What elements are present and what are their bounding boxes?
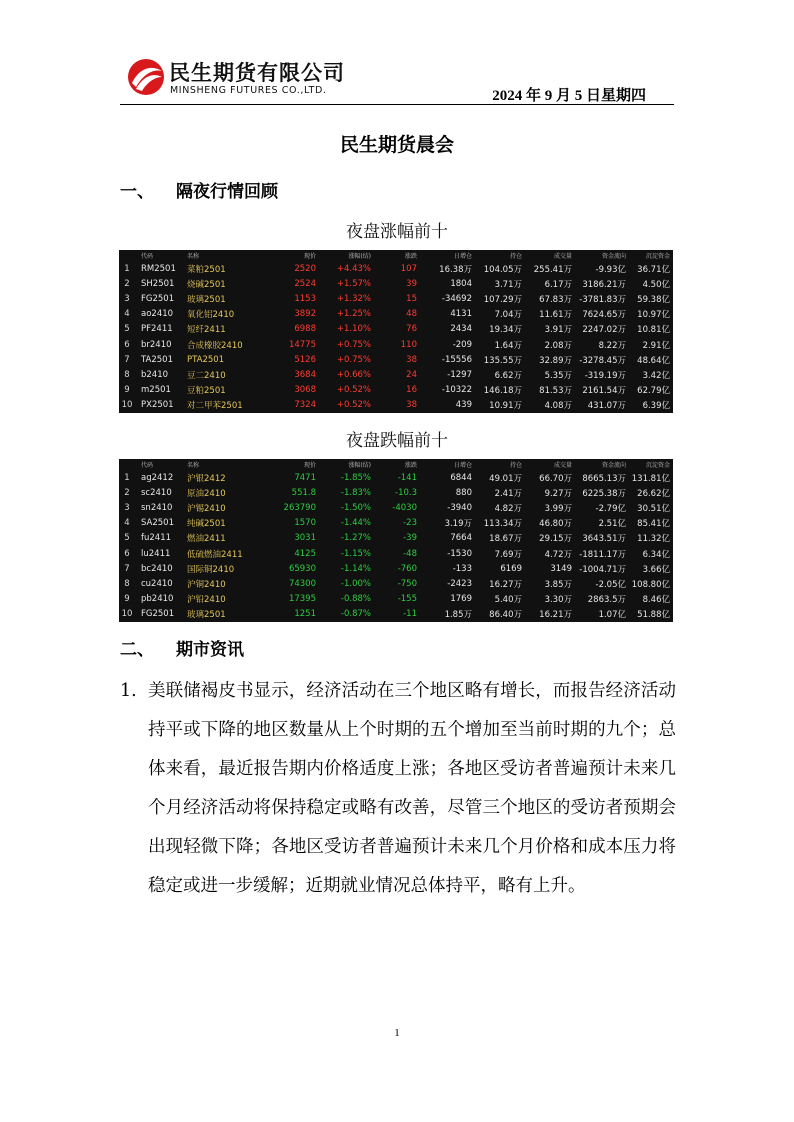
row-index-cell: 9: [124, 594, 130, 605]
table-row[interactable]: [119, 322, 673, 337]
settled-capital-cell: 11.32亿: [637, 534, 670, 545]
table-row[interactable]: [119, 367, 673, 382]
volume-cell: 2.08万: [544, 340, 572, 351]
contract-name-cell: 燃油2411: [187, 534, 226, 545]
open-interest-cell: 16.27万: [489, 579, 522, 590]
contract-code-cell: sc2410: [141, 487, 172, 498]
change-percent-cell: -1.27%: [340, 533, 371, 544]
open-interest-cell: 5.40万: [494, 595, 522, 606]
col-header: 日增仓: [453, 253, 472, 260]
row-index-cell: 1: [124, 263, 130, 274]
contract-code-cell: FG2501: [141, 293, 175, 304]
settled-capital-cell: 6.39亿: [642, 401, 670, 412]
volume-cell: 29.15万: [539, 534, 572, 545]
open-interest-change-cell: 880: [455, 487, 472, 498]
last-price-cell: 2524: [294, 278, 316, 289]
last-price-cell: 2520: [294, 263, 316, 274]
price-change-cell: -4030: [392, 502, 417, 513]
last-price-cell: 3892: [294, 309, 316, 320]
settled-capital-cell: 59.38亿: [637, 294, 670, 305]
capital-flow-cell: -3781.83万: [579, 294, 626, 305]
table-row[interactable]: [119, 261, 673, 276]
col-header: 涨跌: [404, 253, 417, 260]
row-index-cell: 1: [124, 472, 130, 483]
row-index-cell: 2: [124, 278, 130, 289]
change-percent-cell: -0.87%: [340, 609, 371, 620]
contract-name-cell: 原油2410: [187, 488, 226, 499]
price-change-cell: -141: [397, 472, 417, 483]
last-price-cell: 65930: [288, 563, 316, 574]
section-heading-news: [120, 635, 244, 660]
contract-code-cell: SH2501: [141, 278, 175, 289]
settled-capital-cell: 62.79亿: [637, 386, 670, 397]
col-header: 沉淀资金: [645, 253, 670, 260]
col-header: 涨幅(结): [348, 462, 371, 469]
contract-code-cell: PF2411: [141, 324, 173, 335]
volume-cell: 32.89万: [539, 355, 572, 366]
settled-capital-cell: 3.42亿: [642, 370, 670, 381]
price-change-cell: -10.3: [395, 487, 417, 498]
open-interest-change-cell: 2434: [450, 324, 472, 335]
open-interest-cell: 6169: [500, 563, 522, 574]
contract-code-cell: br2410: [141, 339, 172, 350]
contract-name-cell: 低硫燃油2411: [187, 549, 243, 560]
capital-flow-cell: 6225.38万: [582, 488, 626, 499]
logo-english-name: MINSHENG FUTURES CO.,LTD.: [170, 85, 327, 96]
open-interest-change-cell: -15556: [441, 354, 472, 365]
section-number: 二、: [120, 640, 154, 660]
volume-cell: 3.85万: [544, 579, 572, 590]
volume-cell: 3.30万: [544, 595, 572, 606]
change-percent-cell: +0.75%: [336, 339, 371, 350]
contract-code-cell: TA2501: [141, 354, 173, 365]
gainers-table-body: [119, 261, 673, 413]
col-header: 代码: [141, 462, 154, 469]
price-change-cell: -48: [403, 548, 417, 559]
logo-chinese-name: 民生期货有限公司: [169, 61, 345, 85]
row-index-cell: 3: [124, 293, 130, 304]
gainers-table: [119, 250, 673, 413]
price-change-cell: 38: [406, 400, 417, 411]
open-interest-cell: 146.18万: [483, 386, 522, 397]
last-price-cell: 1251: [294, 609, 316, 620]
volume-cell: 81.53万: [539, 386, 572, 397]
col-header: 涨幅(结): [348, 253, 371, 260]
open-interest-cell: 1.64万: [494, 340, 522, 351]
contract-code-cell: RM2501: [141, 263, 176, 274]
col-header: 持仓: [509, 462, 522, 469]
volume-cell: 255.41万: [533, 264, 572, 275]
price-change-cell: 24: [406, 369, 417, 380]
price-change-cell: -39: [403, 533, 417, 544]
open-interest-change-cell: 1.85万: [444, 610, 472, 621]
price-change-cell: 38: [406, 354, 417, 365]
open-interest-change-cell: -3940: [447, 502, 472, 513]
change-percent-cell: -1.85%: [340, 472, 371, 483]
last-price-cell: 14775: [288, 339, 316, 350]
open-interest-change-cell: 3.19万: [444, 519, 472, 530]
news-text: 美联储褐皮书显示，经济活动在三个地区略有增长，而报告经济活动持平或下降的地区数量从上个时期的五个增加至当前时期的九个；总体来看，最近报告期内价格适度上涨；各地区受访者普遍预计未来几个月经济活动将保持稳定或略有改善，尽管三个地区的受访者预期会出现轻微下降；各地区受访者普遍预计未来几个月价格和成本压力将稳定或进一步缓解；近期就业情况总体持平，略有上升。: [148, 681, 676, 896]
table-row[interactable]: [119, 383, 673, 398]
open-interest-cell: 10.91万: [489, 401, 522, 412]
capital-flow-cell: 2.51亿: [598, 519, 626, 530]
open-interest-cell: 19.34万: [489, 325, 522, 336]
open-interest-change-cell: -10322: [441, 385, 472, 396]
row-index-cell: 9: [124, 385, 130, 396]
news-number: 1.: [120, 681, 137, 701]
capital-flow-cell: 3186.21万: [582, 279, 626, 290]
price-change-cell: -155: [397, 594, 417, 605]
price-change-cell: 76: [406, 324, 417, 335]
table-row[interactable]: [119, 561, 673, 576]
table-header-row: [119, 459, 673, 470]
settled-capital-cell: 8.46亿: [642, 595, 670, 606]
table-row[interactable]: [119, 470, 673, 485]
open-interest-cell: 86.40万: [489, 610, 522, 621]
volume-cell: 16.21万: [539, 610, 572, 621]
volume-cell: 46.80万: [539, 519, 572, 530]
contract-name-cell: 沪锡2410: [187, 503, 226, 514]
price-change-cell: 48: [406, 309, 417, 320]
change-percent-cell: -1.50%: [340, 502, 371, 513]
header-divider: [120, 104, 674, 105]
capital-flow-cell: -3278.45万: [579, 355, 626, 366]
contract-name-cell: 短纤2411: [187, 325, 226, 336]
open-interest-cell: 7.69万: [494, 549, 522, 560]
last-price-cell: 7324: [294, 400, 316, 411]
open-interest-cell: 7.04万: [494, 310, 522, 321]
capital-flow-cell: 431.07万: [587, 401, 626, 412]
capital-flow-cell: 3643.51万: [582, 534, 626, 545]
volume-cell: 3.91万: [544, 325, 572, 336]
table-row[interactable]: [119, 531, 673, 546]
price-change-cell: -760: [397, 563, 417, 574]
table-row[interactable]: [119, 516, 673, 531]
col-header: 现价: [303, 253, 316, 260]
company-logo: [126, 57, 366, 99]
open-interest-change-cell: -133: [452, 563, 472, 574]
contract-name-cell: 沪银2412: [187, 473, 226, 484]
contract-code-cell: ag2412: [141, 472, 174, 483]
capital-flow-cell: 2247.02万: [582, 325, 626, 336]
table-row[interactable]: [119, 352, 673, 367]
open-interest-change-cell: -2423: [447, 578, 472, 589]
last-price-cell: 17395: [288, 594, 316, 605]
contract-code-cell: b2410: [141, 369, 169, 380]
losers-table-body: [119, 470, 673, 622]
volume-cell: 11.61万: [539, 310, 572, 321]
row-index-cell: 10: [121, 609, 133, 620]
contract-name-cell: 豆粕2501: [187, 386, 226, 397]
contract-code-cell: FG2501: [141, 609, 175, 620]
row-index-cell: 8: [124, 578, 130, 589]
open-interest-change-cell: 1769: [450, 594, 472, 605]
contract-name-cell: 玻璃2501: [187, 610, 226, 621]
settled-capital-cell: 30.51亿: [637, 503, 670, 514]
row-index-cell: 6: [124, 548, 130, 559]
open-interest-cell: 113.34万: [483, 519, 522, 530]
change-percent-cell: -0.88%: [340, 594, 371, 605]
change-percent-cell: +4.43%: [336, 263, 371, 274]
logo-emblem-icon: [126, 57, 166, 97]
table-row[interactable]: [119, 276, 673, 291]
contract-name-cell: 菜粕2501: [187, 264, 226, 275]
settled-capital-cell: 10.81亿: [637, 325, 670, 336]
settled-capital-cell: 48.64亿: [637, 355, 670, 366]
volume-cell: 4.72万: [544, 549, 572, 560]
table-row[interactable]: [119, 485, 673, 500]
change-percent-cell: -1.44%: [340, 518, 371, 529]
price-change-cell: -11: [403, 609, 417, 620]
row-index-cell: 2: [124, 487, 130, 498]
capital-flow-cell: -9.93亿: [595, 264, 626, 275]
table-row[interactable]: [119, 337, 673, 352]
volume-cell: 6.17万: [544, 279, 572, 290]
contract-name-cell: 玻璃2501: [187, 294, 226, 305]
change-percent-cell: +0.66%: [336, 369, 371, 380]
col-header: 名称: [187, 253, 200, 260]
last-price-cell: 3684: [294, 369, 316, 380]
contract-code-cell: m2501: [141, 385, 171, 396]
contract-name-cell: 合成橡胶2410: [187, 340, 243, 351]
open-interest-cell: 49.01万: [489, 473, 522, 484]
table-header-row: [119, 250, 673, 261]
contract-name-cell: 对二甲苯2501: [187, 401, 243, 412]
change-percent-cell: -1.14%: [340, 563, 371, 574]
contract-name-cell: 烧碱2501: [187, 279, 226, 290]
news-item: [120, 672, 676, 906]
contract-code-cell: SA2501: [141, 518, 174, 529]
settled-capital-cell: 36.71亿: [637, 264, 670, 275]
volume-cell: 5.35万: [544, 370, 572, 381]
settled-capital-cell: 108.80亿: [631, 579, 670, 590]
table-row[interactable]: [119, 592, 673, 607]
col-header: 现价: [303, 462, 316, 469]
open-interest-cell: 4.82万: [494, 503, 522, 514]
open-interest-change-cell: -34692: [441, 293, 472, 304]
settled-capital-cell: 51.88亿: [637, 610, 670, 621]
row-index-cell: 5: [124, 533, 130, 544]
section-heading-overnight: [120, 177, 278, 202]
change-percent-cell: +1.57%: [336, 278, 371, 289]
contract-code-cell: cu2410: [141, 578, 173, 589]
section-number: 一、: [120, 182, 154, 202]
col-header: 资金流向: [601, 253, 626, 260]
report-date: 2024 年 9 月 5 日星期四: [492, 88, 646, 104]
capital-flow-cell: 1.07亿: [598, 610, 626, 621]
change-percent-cell: +0.75%: [336, 354, 371, 365]
settled-capital-cell: 3.66亿: [642, 564, 670, 575]
row-index-cell: 7: [124, 354, 130, 365]
col-header: 持仓: [509, 253, 522, 260]
capital-flow-cell: -2.05亿: [595, 579, 626, 590]
capital-flow-cell: 8665.13万: [582, 473, 626, 484]
last-price-cell: 4125: [294, 548, 316, 559]
row-index-cell: 4: [124, 309, 130, 320]
open-interest-cell: 6.62万: [494, 370, 522, 381]
contract-name-cell: PTA2501: [187, 354, 225, 365]
price-change-cell: 110: [400, 339, 417, 350]
table-row[interactable]: [119, 607, 673, 622]
volume-cell: 4.08万: [544, 401, 572, 412]
contract-code-cell: bc2410: [141, 563, 173, 574]
table-row[interactable]: [119, 398, 673, 413]
open-interest-change-cell: 6844: [450, 472, 472, 483]
last-price-cell: 551.8: [291, 487, 316, 498]
row-index-cell: 7: [124, 563, 130, 574]
settled-capital-cell: 2.91亿: [642, 340, 670, 351]
contract-code-cell: pb2410: [141, 594, 174, 605]
table-row[interactable]: [119, 576, 673, 591]
col-header: 资金流向: [601, 462, 626, 469]
price-change-cell: 16: [406, 385, 417, 396]
last-price-cell: 5126: [294, 354, 316, 365]
settled-capital-cell: 131.81亿: [631, 473, 670, 484]
price-change-cell: 39: [406, 278, 417, 289]
contract-code-cell: sn2410: [141, 502, 173, 513]
contract-code-cell: PX2501: [141, 400, 174, 411]
contract-name-cell: 沪铜2410: [187, 579, 226, 590]
volume-cell: 3149: [550, 563, 572, 574]
section-title: 期市资讯: [176, 640, 244, 660]
volume-cell: 9.27万: [544, 488, 572, 499]
capital-flow-cell: -2.79亿: [595, 503, 626, 514]
change-percent-cell: -1.00%: [340, 578, 371, 589]
change-percent-cell: +0.52%: [336, 400, 371, 411]
price-change-cell: -750: [397, 578, 417, 589]
row-index-cell: 3: [124, 502, 130, 513]
row-index-cell: 10: [121, 400, 133, 411]
open-interest-change-cell: 4131: [450, 309, 472, 320]
losers-table: [119, 459, 673, 622]
settled-capital-cell: 26.62亿: [637, 488, 670, 499]
open-interest-cell: 18.67万: [489, 534, 522, 545]
col-header: 代码: [141, 253, 154, 260]
row-index-cell: 6: [124, 339, 130, 350]
col-header: 成交量: [553, 253, 572, 260]
section-title: 隔夜行情回顾: [176, 182, 278, 202]
last-price-cell: 1153: [294, 293, 316, 304]
capital-flow-cell: 8.22万: [598, 340, 626, 351]
col-header: 成交量: [553, 462, 572, 469]
open-interest-change-cell: 439: [455, 400, 472, 411]
table-row[interactable]: [119, 500, 673, 515]
open-interest-change-cell: 16.38万: [439, 264, 472, 275]
last-price-cell: 7471: [294, 472, 316, 483]
row-index-cell: 8: [124, 369, 130, 380]
price-change-cell: -23: [403, 518, 417, 529]
volume-cell: 66.70万: [539, 473, 572, 484]
open-interest-change-cell: 1804: [450, 278, 472, 289]
last-price-cell: 3068: [294, 385, 316, 396]
last-price-cell: 6988: [294, 324, 316, 335]
volume-cell: 3.99万: [544, 503, 572, 514]
price-change-cell: 15: [406, 293, 417, 304]
open-interest-change-cell: -1530: [447, 548, 472, 559]
contract-code-cell: lu2411: [141, 548, 171, 559]
col-header: 日增仓: [453, 462, 472, 469]
contract-code-cell: fu2411: [141, 533, 172, 544]
change-percent-cell: +1.32%: [336, 293, 371, 304]
page-number: 1: [394, 1027, 400, 1039]
col-header: 名称: [187, 462, 200, 469]
open-interest-cell: 104.05万: [483, 264, 522, 275]
last-price-cell: 3031: [294, 533, 316, 544]
open-interest-change-cell: -209: [452, 339, 472, 350]
last-price-cell: 74300: [288, 578, 316, 589]
contract-name-cell: 国际铜2410: [187, 564, 235, 575]
change-percent-cell: -1.15%: [340, 548, 371, 559]
capital-flow-cell: 2161.54万: [582, 386, 626, 397]
col-header: 涨跌: [404, 462, 417, 469]
table-row[interactable]: [119, 546, 673, 561]
settled-capital-cell: 6.34亿: [642, 549, 670, 560]
open-interest-cell: 2.41万: [494, 488, 522, 499]
last-price-cell: 1570: [294, 518, 316, 529]
contract-code-cell: ao2410: [141, 309, 174, 320]
change-percent-cell: +1.25%: [336, 309, 371, 320]
contract-name-cell: 纯碱2501: [187, 519, 226, 530]
settled-capital-cell: 85.41亿: [637, 519, 670, 530]
settled-capital-cell: 10.97亿: [637, 310, 670, 321]
open-interest-change-cell: -1297: [447, 369, 472, 380]
change-percent-cell: +0.52%: [336, 385, 371, 396]
losers-caption: 夜盘跌幅前十: [346, 431, 448, 451]
settled-capital-cell: 4.50亿: [642, 279, 670, 290]
contract-name-cell: 沪铅2410: [187, 595, 226, 606]
contract-name-cell: 豆二2410: [187, 370, 226, 381]
table-row[interactable]: [119, 307, 673, 322]
capital-flow-cell: -1004.71万: [579, 564, 626, 575]
open-interest-cell: 135.55万: [483, 355, 522, 366]
volume-cell: 67.83万: [539, 294, 572, 305]
capital-flow-cell: -1811.17万: [579, 549, 626, 560]
price-change-cell: 107: [400, 263, 417, 274]
col-header: 沉淀资金: [645, 462, 670, 469]
change-percent-cell: +1.10%: [336, 324, 371, 335]
change-percent-cell: -1.83%: [340, 487, 371, 498]
contract-name-cell: 氧化铝2410: [187, 310, 235, 321]
last-price-cell: 263790: [283, 502, 316, 513]
open-interest-change-cell: 7664: [450, 533, 472, 544]
open-interest-cell: 107.29万: [483, 294, 522, 305]
capital-flow-cell: 2863.5万: [587, 595, 626, 606]
row-index-cell: 5: [124, 324, 130, 335]
capital-flow-cell: 7624.65万: [582, 310, 626, 321]
row-index-cell: 4: [124, 518, 130, 529]
gainers-caption: 夜盘涨幅前十: [346, 222, 448, 242]
document-title: 民生期货晨会: [339, 134, 454, 156]
table-row[interactable]: [119, 291, 673, 306]
capital-flow-cell: -319.19万: [584, 370, 626, 381]
open-interest-cell: 3.71万: [494, 279, 522, 290]
